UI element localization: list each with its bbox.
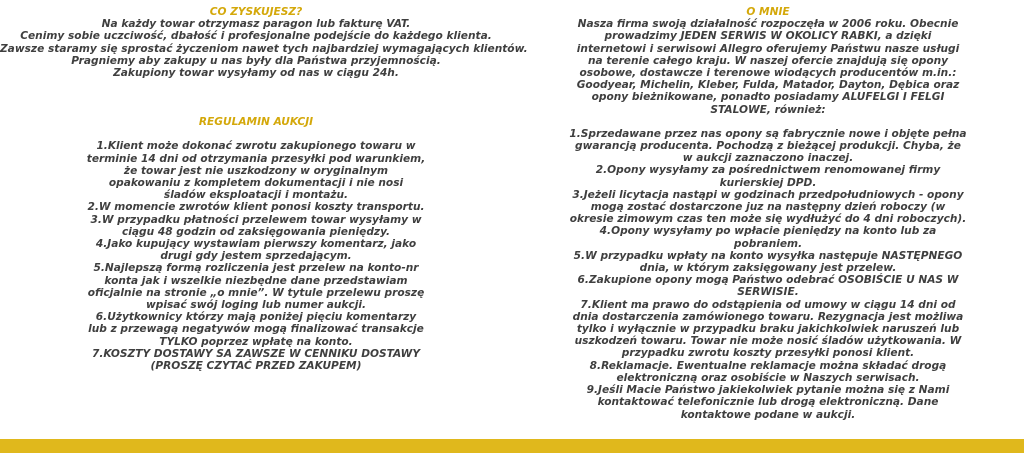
rule-line: przypadku zwrotu koszty przesyłki ponosi klient. [621, 347, 915, 360]
regulamin-line: 5.Najlepszą formą rozliczenia jest przelew na konto-nr [93, 262, 419, 275]
text-line: Zakupiony towar wysyłamy od nas w ciągu 24h. [113, 67, 399, 80]
rule-line: tylko i wyłącznie w przypadku braku jakichkolwiek naruszeń lub [576, 323, 960, 336]
co-zyskujesz-heading: CO ZYSKUJESZ? [209, 6, 303, 18]
regulamin-line: wpisać swój loging lub numer aukcji. [145, 299, 367, 312]
text-line: Cenimy sobie uczciwość, dbałość i profesjonalne podejście do każdego klienta. [20, 30, 492, 43]
rule-line: okresie zimowym czas ten może się wydłużyć do 4 dni roboczych). [569, 213, 967, 226]
rule-line: kontaktowe podane w aukcji. [680, 408, 856, 421]
regulamin-line: konta jak i wszelkie niezbędne dane przedstawiam [104, 274, 408, 287]
o-mnie-rules [512, 128, 1024, 421]
rule-line: elektroniczną oraz osobiście w Naszych serwisach. [616, 371, 920, 384]
rule-line: uszkodzeń towaru. Towar nie może nosić śladów użytkowania. W [574, 335, 962, 348]
regulamin-line: terminie 14 dni od otrzymania przesyłki pod warunkiem, [86, 152, 426, 165]
text-line: Zawsze staramy się sprostać życzeniom nawet tych najbardziej wymagających klientów. [0, 42, 528, 55]
intro-line: na terenie całego kraju. W naszej ofercie znajdują się opony [587, 54, 949, 67]
intro-line: Goodyear, Michelin, Kleber, Fulda, Matador, Dayton, Dębica oraz [576, 79, 960, 92]
regulamin-line: TYLKO poprzez wpłatę na konto. [159, 335, 353, 348]
rule-line: dnia dostarczenia zamówionego towaru. Rezygnacja jest możliwa [572, 310, 964, 323]
regulamin-line: 7.KOSZTY DOSTAWY SA ZAWSZE W CENNIKU DOSTAWY [91, 347, 421, 360]
rule-line: 3.Jeżeli licytacja nastąpi w godzinach przedpołudniowych - opony [572, 188, 964, 201]
intro-line: internetowi i serwisowi Allegro oferujemy Państwu nasze usługi [576, 42, 960, 55]
bottom-bar [0, 439, 1024, 453]
o-mnie-heading: O MNIE [746, 6, 790, 18]
rule-line: 1.Sprzedawane przez nas opony są fabrycznie nowe i objęte pełna [569, 127, 967, 140]
regulamin-line: 4.Jako kupujący wystawiam pierwszy komentarz, jako [95, 238, 417, 251]
rule-line: 9.Jeśli Macie Państwo jakiekolwiek pytanie można się z Nami [586, 384, 950, 397]
regulamin-line: że towar jest nie uszkodzony w oryginalnym [123, 164, 389, 177]
regulamin-line: 2.W momencie zwrotów klient ponosi koszty transportu. [87, 201, 425, 214]
rule-line: 6.Zakupione opony mogą Państwo odebrać OSOBIŚCIE U NAS W [577, 274, 959, 287]
intro-line: prowadzimy JEDEN SERWIS W OKOLICY RABKI, a dzięki [604, 30, 932, 43]
regulamin-line: 3.W przypadku płatności przelewem towar wysyłamy w [90, 213, 422, 226]
regulamin-line: drugi gdy jestem sprzedającym. [160, 250, 352, 263]
regulamin-heading: REGULAMIN AUKCJI [198, 116, 314, 129]
rule-line: w aukcji zaznaczono inaczej. [682, 152, 854, 165]
regulamin-line: oficjalnie na stronie „o mnie”. W tytule przelewu proszę [87, 286, 425, 299]
rule-line: SERWISIE. [737, 286, 799, 299]
intro-line: opony bieżnikowane, ponadto posiadamy ALUFELGI I FELGI [591, 91, 945, 104]
rule-line: kontaktować telefonicznie lub drogą elektroniczną. Dane [597, 396, 939, 409]
rule-line: kurierskiej DPD. [719, 176, 817, 189]
regulamin-line: lub z przewagą negatywów mogą finalizować transakcje [88, 323, 424, 336]
regulamin-line: (PROSZĘ CZYTAĆ PRZED ZAKUPEM) [150, 360, 362, 373]
regulamin-line: ciągu 48 godzin od zaksięgowania pieniędzy. [121, 225, 391, 238]
text-line: Pragniemy aby zakupy u nas były dla Państwa przyjemnością. [71, 54, 441, 67]
intro-line: osobowe, dostawcze i terenowe wiodących producentów m.in.: [579, 67, 957, 80]
text-line: Na każdy towar otrzymasz paragon lub fakturę VAT. [101, 18, 411, 31]
intro-line: Nasza firma swoją działalność rozpoczęła w 2006 roku. Obecnie [577, 18, 959, 31]
rule-line: 4.Opony wysyłamy po wpłacie pieniędzy na konto lub za [599, 225, 937, 238]
intro-line: STALOWE, również: [710, 103, 826, 116]
rule-line: mogą zostać dostarczone juz na następny dzień roboczy (w [590, 201, 946, 214]
left-column [0, 0, 528, 373]
regulamin-line: opakowaniu z kompletem dokumentacji i nie nosi [108, 177, 404, 190]
regulamin-line: śladów eksploatacji i montażu. [163, 189, 349, 202]
rule-line: dnia, w którym zaksięgowany jest przelew. [639, 262, 897, 275]
rule-line: pobraniem. [733, 237, 803, 250]
right-column [512, 0, 1024, 421]
rule-line: 5.W przypadku wpłaty na konto wysyłka następuje NASTĘPNEGO [573, 249, 963, 262]
regulamin-text [0, 140, 512, 372]
regulamin-line: 1.Klient może dokonać zwrotu zakupionego towaru w [96, 140, 416, 153]
rule-line: 7.Klient ma prawo do odstąpienia od umowy w ciągu 14 dni od [580, 298, 956, 311]
rule-line: 8.Reklamacje. Ewentualne reklamacje można składać drogą [589, 359, 947, 372]
o-mnie-intro [512, 18, 1024, 116]
rule-line: gwarancją producenta. Pochodzą z bieżącej produkcji. Chyba, że [575, 140, 961, 153]
regulamin-line: 6.Użytkownicy którzy mają poniżej pięciu komentarzy [95, 311, 417, 324]
rule-line: 2.Opony wysyłamy za pośrednictwem renomowanej firmy [595, 164, 941, 177]
co-zyskujesz-text [0, 18, 528, 80]
